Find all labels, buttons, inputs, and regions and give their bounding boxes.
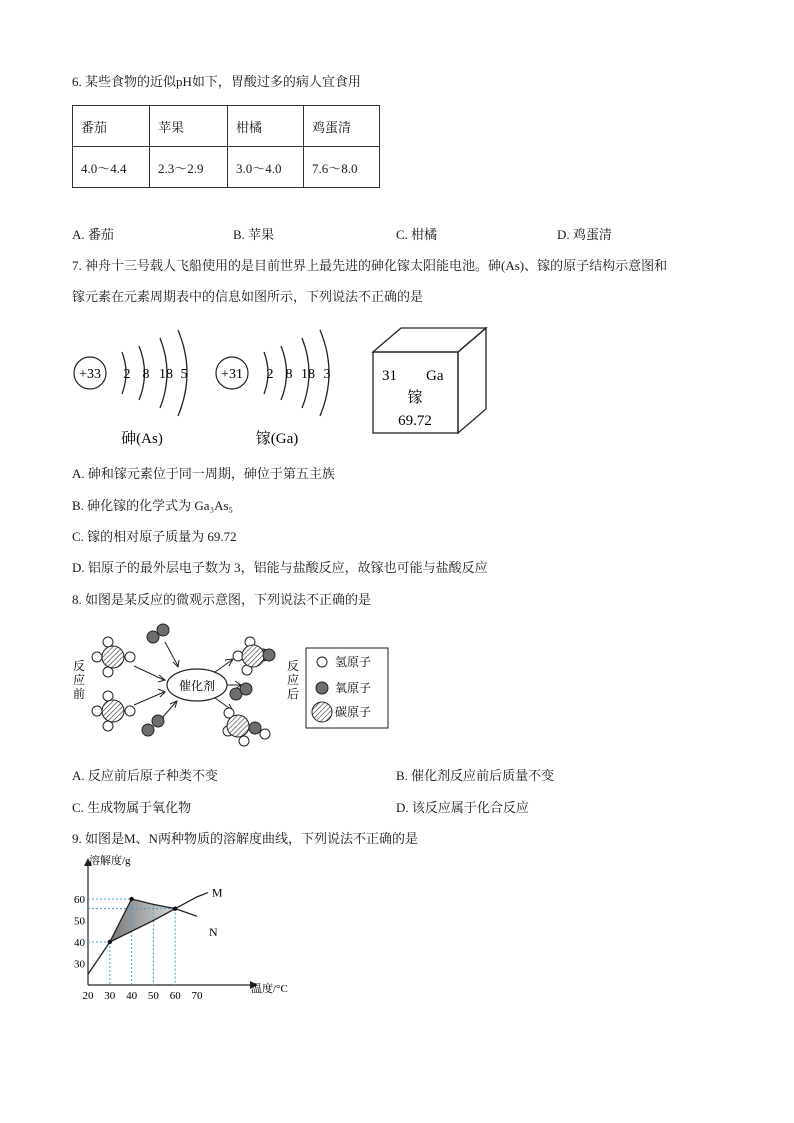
oxygen-molecule [230,683,252,700]
y-tick-label: 30 [74,958,85,971]
q6-option-a[interactable]: A. 番茄 [72,227,114,242]
element-cell [373,328,486,433]
before-label-char: 应 [73,673,86,687]
oxygen-atom [263,649,275,661]
element-symbol: Ga [426,368,444,384]
q7-option-c[interactable]: C. 镓的相对原子质量为 69.72 [72,529,237,544]
ga-shell-3: 18 [301,367,315,382]
shaded-region [110,899,175,942]
legend-oxygen: 氧原子 [335,681,372,695]
table-row [73,106,380,147]
methane-molecule [92,637,135,677]
q6-option-c[interactable]: C. 柑橘 [396,227,438,242]
q7-option-a[interactable]: A. 砷和镓元素位于同一周期，砷位于第五主族 [72,466,335,481]
after-label-char: 反 [287,659,300,673]
ga-nucleus-label: +31 [221,367,243,382]
data-point [173,906,177,910]
table-header-cell: 苹果 [150,106,228,147]
hydrogen-legend-icon [317,657,327,667]
table-cell: 4.0～4.4 [73,147,150,188]
reaction-legend [306,648,388,728]
q6-stem: 6. 某些食物的近似pH如下，胃酸过多的病人宜食用 [72,74,361,89]
series-m-label: M [211,885,223,900]
element-number: 31 [382,368,397,384]
oxygen-legend-icon [316,682,328,694]
ga-atom-diagram [216,330,331,447]
oxygen-molecule [142,715,164,736]
solubility-chart [65,852,315,1004]
before-label-char: 反 [73,659,86,673]
q8-option-d[interactable]: D. 该反应属于化合反应 [396,800,529,815]
table-row [73,147,380,188]
oxygen-molecule [147,624,169,643]
methane-molecule [92,691,135,731]
data-point [108,940,112,944]
x-tick-label: 60 [169,990,181,1002]
x-axis-label: 温度/°C [251,983,288,995]
x-tick-label: 30 [104,990,116,1002]
table-cell: 3.0～4.0 [228,147,304,188]
after-label [287,659,302,701]
as-shell-3: 18 [159,367,173,382]
series-n-label: N [209,925,218,940]
legend-hydrogen: 氢原子 [335,655,372,669]
q6-option-b[interactable]: B. 苹果 [233,227,275,242]
q7-option-d[interactable]: D. 铝原子的最外层电子数为 3，铝能与盐酸反应，故镓也可能与盐酸反应 [72,560,488,575]
x-tick-label: 40 [126,990,138,1002]
ga-shell-1: 2 [266,367,274,382]
table-cell: 7.6～8.0 [304,147,380,188]
x-tick-label: 20 [82,990,94,1002]
after-label-char: 后 [287,687,300,701]
data-point [129,897,133,901]
q8-option-c[interactable]: C. 生成物属于氧化物 [72,800,192,815]
before-label-char: 前 [73,687,86,701]
y-axis-label: 溶解度/g [89,855,131,867]
element-name: 镓 [407,390,423,406]
as-nucleus-label: +33 [79,367,101,382]
before-label [73,659,88,701]
q6-option-d[interactable]: D. 鸡蛋清 [557,227,612,242]
table-header-cell: 番茄 [73,106,150,147]
ph-table [72,105,380,188]
q9-stem: 9. 如图是M、N两种物质的溶解度曲线，下列说法不正确的是 [72,831,418,846]
y-tick-label: 60 [74,894,85,906]
q7-stem-line2: 镓元素在元素周期表中的信息如图所示，下列说法不正确的是 [72,289,424,304]
ga-shell-2: 8 [285,367,293,382]
table-cell: 2.3～2.9 [150,147,228,188]
q8-stem: 8. 如图是某反应的微观示意图，下列说法不正确的是 [72,592,372,607]
as-shell-1: 2 [123,367,131,382]
y-tick-label: 50 [74,915,85,928]
catalyst-label: 催化剂 [178,679,216,693]
ga-atom-label: 镓(Ga) [255,431,299,447]
y-tick-label: 40 [74,937,85,949]
q7-option-b[interactable]: B. 砷化镓的化学式为 Ga₃As₅ [72,498,234,513]
carbon-legend-icon [312,702,332,722]
x-tick-label: 70 [191,990,203,1002]
ga-shell-4: 3 [323,367,331,382]
table-header-cell: 柑橘 [228,106,304,147]
reaction-diagram [70,620,395,752]
as-shell-2: 8 [142,367,150,382]
q8-option-a[interactable]: A. 反应前后原子种类不变 [72,768,218,783]
q7-stem-line1: 7. 神舟十三号载人飞船使用的是目前世界上最先进的砷化镓太阳能电池。砷(As)、镓的原子结构示意图和 [72,258,668,273]
x-tick-label: 50 [147,990,159,1002]
as-shell-4: 5 [180,367,188,382]
element-mass: 69.72 [398,413,432,429]
table-header-cell: 鸡蛋清 [304,106,380,147]
atom-structure-diagram [70,318,500,453]
as-atom-label: 砷(As) [121,431,163,447]
as-atom-diagram [74,330,188,447]
after-label-char: 应 [287,673,300,687]
legend-carbon: 碳原子 [335,705,372,719]
methanol-molecule [223,708,270,746]
q8-option-b[interactable]: B. 催化剂反应前后质量不变 [396,768,555,783]
